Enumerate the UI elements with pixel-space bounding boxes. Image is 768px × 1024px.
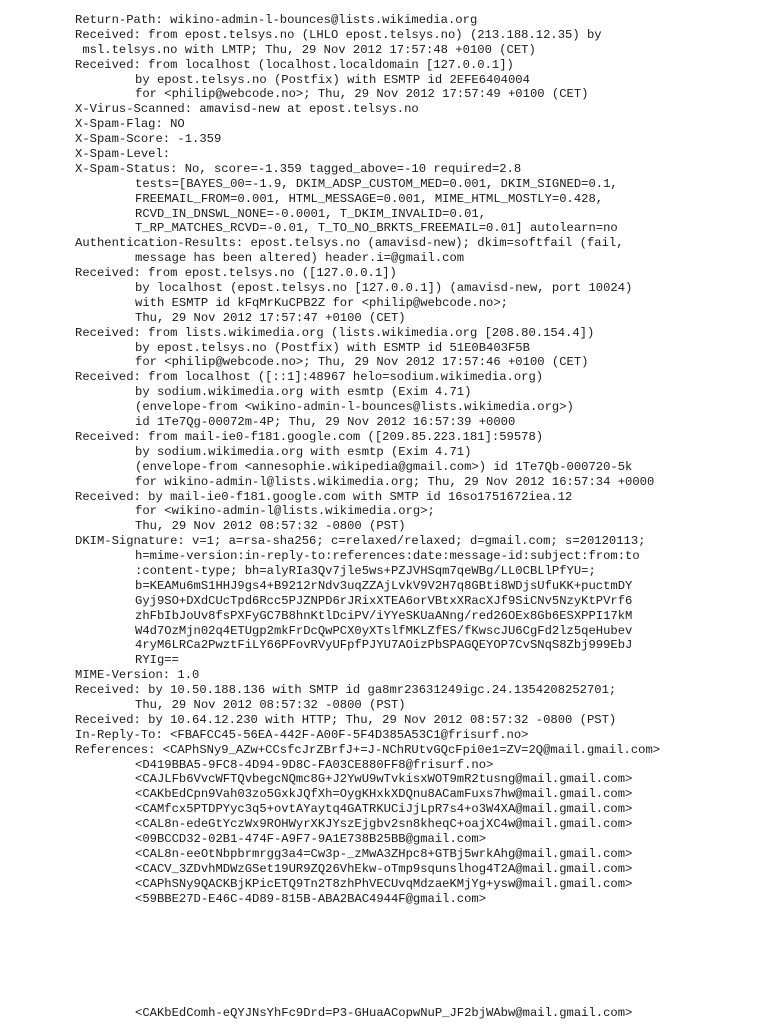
header-continuation-line: <CACV_3ZDvhMDWzGSet19UR9ZQ26VhEkw-oTmp9squnslhog4T2A@mail.gmail.com> bbox=[135, 861, 633, 876]
email-header-block bbox=[75, 13, 765, 906]
header-field-line: Received: from localhost ([::1]:48967 helo=sodium.wikimedia.org) bbox=[75, 370, 544, 385]
header-continuation-line: <CAMfcx5PTDPYyc3q5+ovtAYaytq4GATRKUCiJjLpR7s4+o3W4XA@mail.gmail.com> bbox=[135, 802, 633, 817]
header-field-line: Received: from epost.telsys.no (LHLO epost.telsys.no) (213.188.12.35) by bbox=[75, 27, 602, 42]
header-continuation-line: by sodium.wikimedia.org with esmtp (Exim 4.71) bbox=[135, 444, 472, 459]
header-field-line: Received: from mail-ie0-f181.google.com ([209.85.223.181]:59578) bbox=[75, 429, 544, 444]
header-continuation-line: FREEMAIL_FROM=0.001, HTML_MESSAGE=0.001, MIME_HTML_MOSTLY=0.428, bbox=[135, 191, 604, 206]
header-continuation-line: <D419BBA5-9FC8-4D94-9D8C-FA03CE880FF8@frisurf.no> bbox=[135, 757, 494, 772]
header-continuation-line: :content-type; bh=alyRIa3Qv7jle5ws+PZJVHSqm7qeWBg/LL0CBLlPfYU=; bbox=[135, 563, 596, 578]
header-continuation-line: Thu, 29 Nov 2012 08:57:32 -0800 (PST) bbox=[135, 519, 406, 534]
header-continuation-line: 4ryM6LRCa2PwztFiLY66PFovRVyUFpfPJYU7AOizPbSPAGQEYOP7CvSNqS8Zbj999EbJ bbox=[135, 638, 633, 653]
header-field-line: Received: by mail-ie0-f181.google.com with SMTP id 16so1751672iea.12 bbox=[75, 489, 573, 504]
header-field-line: Received: by 10.64.12.230 with HTTP; Thu, 29 Nov 2012 08:57:32 -0800 (PST) bbox=[75, 712, 617, 727]
trailing-reference-line bbox=[75, 1006, 765, 1021]
header-continuation-line: tests=[BAYES_00=-1.9, DKIM_ADSP_CUSTOM_MED=0.001, DKIM_SIGNED=0.1, bbox=[135, 176, 618, 191]
header-continuation-line: b=KEAMu6mS1HHJ9gs4+B9212rNdv3uqZZAjLvkV9V2H7q8GBti8WDjsUfuKK+puctmDY bbox=[135, 578, 633, 593]
header-field-line: DKIM-Signature: v=1; a=rsa-sha256; c=relaxed/relaxed; d=gmail.com; s=20120113; bbox=[75, 534, 646, 549]
header-continuation-line: by epost.telsys.no (Postfix) with ESMTP id 2EFE6404004 bbox=[135, 72, 530, 87]
header-continuation-line: Gyj9SO+DXdCUcTpd6Rcc5PJZNPD6rJRixXTEA6orVBtxXRacXJf9SiCNv5NzyKtPVrf6 bbox=[135, 593, 633, 608]
header-field-line: Received: from localhost (localhost.localdomain [127.0.0.1]) bbox=[75, 57, 514, 72]
header-field-line: Received: from lists.wikimedia.org (lists.wikimedia.org [208.80.154.4]) bbox=[75, 325, 595, 340]
header-continuation-line: (envelope-from <annesophie.wikipedia@gmail.com>) id 1Te7Qb-000720-5k bbox=[135, 459, 633, 474]
header-continuation-line: <CAPhSNy9QACKBjKPicETQ9Tn2T8zhPhVECUvqMdzaeKMjYg+ysw@mail.gmail.com> bbox=[135, 876, 633, 891]
header-continuation-line: id 1Te7Qg-00072m-4P; Thu, 29 Nov 2012 16:57:39 +0000 bbox=[135, 415, 516, 430]
header-continuation-line: <CAJLFb6VvcWFTQvbegcNQmc8G+J2YwU9wTvkisxWOT9mR2tusng@mail.gmail.com> bbox=[135, 772, 633, 787]
header-continuation-line: <CAL8n-edeGtYczWx9ROHWyrXKJYszEjgbv2sn8kheqC+oajXC4w@mail.gmail.com> bbox=[135, 817, 633, 832]
header-continuation-line: Thu, 29 Nov 2012 08:57:32 -0800 (PST) bbox=[135, 697, 406, 712]
header-field-line: msl.telsys.no with LMTP; Thu, 29 Nov 2012 17:57:48 +0100 (CET) bbox=[75, 42, 536, 57]
header-continuation-line: message has been altered) header.i=@gmail.com bbox=[135, 251, 465, 266]
header-field-line: X-Spam-Flag: NO bbox=[75, 117, 185, 132]
header-continuation-line: T_RP_MATCHES_RCVD=-0.01, T_TO_NO_BRKTS_FREEMAIL=0.01] autolearn=no bbox=[135, 221, 618, 236]
header-continuation-line: <09BCCD32-02B1-474F-A9F7-9A1E738B25BB@gmail.com> bbox=[135, 831, 487, 846]
header-field-line: X-Spam-Level: bbox=[75, 147, 171, 162]
header-continuation-line: for wikino-admin-l@lists.wikimedia.org; Thu, 29 Nov 2012 16:57:34 +0000 bbox=[135, 474, 655, 489]
header-continuation-line: W4d7OzMjn02q4ETUgp2mkFrDcQwPCX0yXTslfMKLZfES/fKwscJU6CgFd2lz5qeHubev bbox=[135, 623, 633, 638]
header-field-line: Authentication-Results: epost.telsys.no (amavisd-new); dkim=softfail (fail, bbox=[75, 236, 624, 251]
header-continuation-line: <CAKbEdCpn9Vah03zo5GxkJQfXh=OygKHxkXDQnu8ACamFuxs7hw@mail.gmail.com> bbox=[135, 787, 633, 802]
header-continuation-line: for <philip@webcode.no>; Thu, 29 Nov 2012 17:57:46 +0100 (CET) bbox=[135, 355, 589, 370]
header-field-line: Received: by 10.50.188.136 with SMTP id ga8mr23631249igc.24.1354208252701; bbox=[75, 683, 617, 698]
header-continuation-line: with ESMTP id kFqMrKuCPB2Z for <philip@webcode.no>; bbox=[135, 295, 508, 310]
header-continuation-line: h=mime-version:in-reply-to:references:date:message-id:subject:from:to bbox=[135, 549, 640, 564]
header-continuation-line: <CAKbEdComh-eQYJNsYhFc9Drd=P3-GHuaACopwNuP_JF2bjWAbw@mail.gmail.com> bbox=[135, 1006, 633, 1020]
header-field-line: Return-Path: wikino-admin-l-bounces@lists.wikimedia.org bbox=[75, 13, 478, 27]
header-field-line: X-Spam-Status: No, score=-1.359 tagged_above=-10 required=2.8 bbox=[75, 161, 522, 176]
header-field-line: In-Reply-To: <FBAFCC45-56EA-442F-A00F-5F4D385A53C1@frisurf.no> bbox=[75, 727, 529, 742]
header-field-line: X-Spam-Score: -1.359 bbox=[75, 132, 222, 147]
header-continuation-line: by sodium.wikimedia.org with esmtp (Exim 4.71) bbox=[135, 385, 472, 400]
header-continuation-line: for <wikino-admin-l@lists.wikimedia.org>; bbox=[135, 504, 435, 519]
header-continuation-line: by epost.telsys.no (Postfix) with ESMTP id 51E0B403F5B bbox=[135, 340, 530, 355]
header-continuation-line: <59BBE27D-E46C-4D89-815B-ABA2BAC4944F@gmail.com> bbox=[135, 891, 487, 906]
header-continuation-line: zhFbIbJoUv8fsPXFyGC7B8hnKtlDciPV/iYYeSKUaANng/red26OEx8Gb6ESXPPI17kM bbox=[135, 608, 633, 623]
header-field-line: References: <CAPhSNy9_AZw+CCsfcJrZBrfJ+=J-NChRUtvGQcFpi0e1=ZV=2Q@mail.gmail.com> bbox=[75, 742, 661, 757]
header-field-line: Received: from epost.telsys.no ([127.0.0.1]) bbox=[75, 266, 397, 281]
header-continuation-line: for <philip@webcode.no>; Thu, 29 Nov 2012 17:57:49 +0100 (CET) bbox=[135, 87, 589, 102]
header-continuation-line: RCVD_IN_DNSWL_NONE=-0.0001, T_DKIM_INVALID=0.01, bbox=[135, 206, 487, 221]
header-continuation-line: <CAL8n-eeOtNbpbrmrgg3a4=Cw3p-_zMwA3ZHpc8+GTBj5wrkAhg@mail.gmail.com> bbox=[135, 846, 633, 861]
header-continuation-line: (envelope-from <wikino-admin-l-bounces@lists.wikimedia.org>) bbox=[135, 400, 574, 415]
header-continuation-line: by localhost (epost.telsys.no [127.0.0.1]) (amavisd-new, port 10024) bbox=[135, 281, 633, 296]
header-field-line: MIME-Version: 1.0 bbox=[75, 668, 200, 683]
header-continuation-line: RYIg== bbox=[135, 653, 179, 668]
header-field-line: X-Virus-Scanned: amavisd-new at epost.telsys.no bbox=[75, 102, 419, 117]
header-continuation-line: Thu, 29 Nov 2012 17:57:47 +0100 (CET) bbox=[135, 310, 406, 325]
